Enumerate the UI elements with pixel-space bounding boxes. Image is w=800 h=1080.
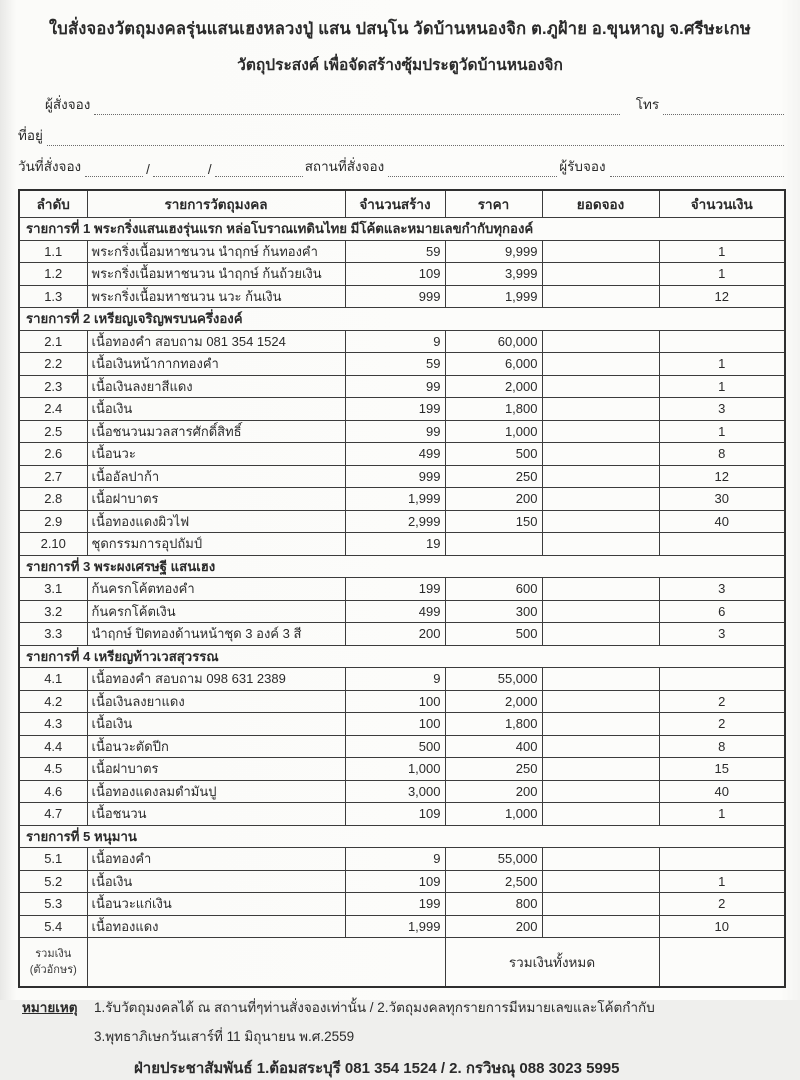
cell-reserved (542, 735, 659, 758)
cell-item: เนื้อนวะ (87, 443, 345, 466)
cell-amount: 2 (659, 893, 785, 916)
cell-price: 500 (445, 443, 542, 466)
cell-price (445, 533, 542, 556)
cell-item: เนื้อเงิน (87, 713, 345, 736)
date-separator-2: / (207, 162, 212, 177)
cell-amount: 1 (659, 803, 785, 826)
table-row (19, 263, 785, 286)
cell-reserved (542, 420, 659, 443)
cell-quantity-made: 109 (345, 803, 445, 826)
cell-amount: 10 (659, 915, 785, 938)
section-title: รายการที่ 2 เหรียญเจริญพรบนครึ่งองค์ (19, 308, 785, 331)
cell-price: 1,999 (445, 285, 542, 308)
cell-index: 2.4 (19, 398, 87, 421)
cell-price: 500 (445, 623, 542, 646)
notes-line-2: 3.พุทธาภิเษกวันเสาร์ที่ 11 มิถุนายน พ.ศ.2559 (94, 1029, 355, 1044)
title-line-2: วัตถุประสงค์ เพื่อจัดสร้างซุ้มประตูวัดบ้านหนองจิก (237, 57, 563, 74)
cell-quantity-made: 499 (345, 443, 445, 466)
section-header-row (19, 308, 785, 331)
table-row (19, 803, 785, 826)
table-row (19, 488, 785, 511)
cell-price: 9,999 (445, 240, 542, 263)
cell-index: 2.7 (19, 465, 87, 488)
cell-index: 2.1 (19, 330, 87, 353)
cell-price: 400 (445, 735, 542, 758)
cell-item: เนื้อเงิน (87, 870, 345, 893)
cell-index: 2.6 (19, 443, 87, 466)
cell-quantity-made: 59 (345, 240, 445, 263)
cell-quantity-made: 100 (345, 713, 445, 736)
cell-item: ก้นครกโค้ตทองคำ (87, 578, 345, 601)
cell-amount: 2 (659, 690, 785, 713)
cell-item: เนื้อฝาบาตร (87, 758, 345, 781)
cell-quantity-made: 2,999 (345, 510, 445, 533)
cell-amount: 1 (659, 240, 785, 263)
cell-price: 1,800 (445, 713, 542, 736)
cell-price: 2,500 (445, 870, 542, 893)
order-table-body (19, 218, 785, 938)
cell-amount: 15 (659, 758, 785, 781)
cell-reserved (542, 870, 659, 893)
table-row (19, 420, 785, 443)
table-row (19, 600, 785, 623)
cell-price: 600 (445, 578, 542, 601)
cell-reserved (542, 578, 659, 601)
cell-reserved (542, 803, 659, 826)
order-place-label: สถานที่สั่งจอง (304, 159, 385, 174)
section-title: รายการที่ 1 พระกริ่งแสนเฮงรุ่นแรก หล่อโบราณเทดินไทย มีโค้ตและหมายเลขกำกับทุกองค์ (19, 218, 785, 241)
notes-line-1: 1.รับวัตถุมงคลได้ ณ สถานที่ๆท่านสั่งจองเท่านั้น / 2.วัตถุมงคลทุกรายการมีหมายเลขและโค้ตกำกับ (94, 1000, 655, 1015)
cell-quantity-made: 499 (345, 600, 445, 623)
cell-index: 2.5 (19, 420, 87, 443)
total-in-words-line2: (ตัวอักษร) (29, 964, 77, 976)
table-row (19, 330, 785, 353)
total-in-words-line1: รวมเงิน (35, 947, 72, 960)
receiver-label: ผู้รับจอง (559, 159, 606, 174)
cell-reserved (542, 330, 659, 353)
cell-reserved (542, 713, 659, 736)
cell-amount (659, 668, 785, 691)
cell-index: 2.3 (19, 375, 87, 398)
cell-item: เนื้อทองแดงผิวไฟ (87, 510, 345, 533)
cell-price: 800 (445, 893, 542, 916)
cell-index: 4.5 (19, 758, 87, 781)
cell-index: 3.2 (19, 600, 87, 623)
cell-item: เนื้อนวะตัดปีก (87, 735, 345, 758)
cell-quantity-made: 200 (345, 623, 445, 646)
header-index: ลำดับ (19, 190, 87, 218)
cell-amount (659, 330, 785, 353)
cell-quantity-made: 199 (345, 893, 445, 916)
table-row (19, 465, 785, 488)
cell-quantity-made: 1,000 (345, 758, 445, 781)
cell-quantity-made: 99 (345, 375, 445, 398)
header-row (19, 190, 785, 218)
cell-reserved (542, 758, 659, 781)
table-row (19, 398, 785, 421)
total-in-words-cell (87, 938, 445, 988)
cell-index: 2.9 (19, 510, 87, 533)
cell-index: 1.2 (19, 263, 87, 286)
table-row (19, 623, 785, 646)
cell-reserved (542, 848, 659, 871)
cell-quantity-made: 199 (345, 398, 445, 421)
cell-item: เนื้อทองแดง (87, 915, 345, 938)
cell-price: 200 (445, 915, 542, 938)
header-amount: จำนวนเงิน (659, 190, 785, 218)
cell-price: 1,000 (445, 420, 542, 443)
cell-quantity-made: 9 (345, 330, 445, 353)
cell-index: 4.4 (19, 735, 87, 758)
cell-reserved (542, 263, 659, 286)
cell-item: เนื้อทองคำ สอบถาม 098 631 2389 (87, 668, 345, 691)
cell-index: 4.1 (19, 668, 87, 691)
order-date-label: วันที่สั่งจอง (18, 159, 82, 174)
order-table-footer (19, 938, 785, 988)
cell-reserved (542, 488, 659, 511)
date-month-fill-line (153, 161, 205, 177)
cell-reserved (542, 375, 659, 398)
cell-price: 1,800 (445, 398, 542, 421)
section-header-row (19, 825, 785, 848)
table-row (19, 893, 785, 916)
cell-quantity-made: 1,999 (345, 915, 445, 938)
cell-quantity-made: 3,000 (345, 780, 445, 803)
cell-quantity-made: 199 (345, 578, 445, 601)
orderer-label: ผู้สั่งจอง (45, 97, 91, 112)
address-label: ที่อยู่ (18, 128, 43, 143)
cell-index: 4.2 (19, 690, 87, 713)
cell-reserved (542, 510, 659, 533)
cell-quantity-made: 109 (345, 870, 445, 893)
address-fill-line (47, 130, 784, 146)
cell-price: 2,000 (445, 375, 542, 398)
table-row (19, 240, 785, 263)
summary-row (19, 938, 785, 988)
cell-price: 3,999 (445, 263, 542, 286)
cell-price: 6,000 (445, 353, 542, 376)
date-year-fill-line (215, 161, 303, 177)
cell-item: เนื้อเงินลงยาสีแดง (87, 375, 345, 398)
header-quantity-made: จำนวนสร้าง (345, 190, 445, 218)
cell-item: พระกริ่งเนื้อมหาชนวน นวะ ก้นเงิน (87, 285, 345, 308)
receiver-fill-line (610, 161, 784, 177)
order-table (18, 189, 786, 988)
total-in-words-label (19, 938, 87, 988)
cell-price: 200 (445, 780, 542, 803)
cell-amount (659, 533, 785, 556)
cell-amount: 40 (659, 780, 785, 803)
phone-label: โทร (635, 97, 660, 112)
cell-item: เนื้อชนวนมวลสารศักดิ์สิทธิ์ (87, 420, 345, 443)
cell-amount: 3 (659, 578, 785, 601)
cell-quantity-made: 500 (345, 735, 445, 758)
cell-reserved (542, 465, 659, 488)
cell-reserved (542, 533, 659, 556)
cell-price: 55,000 (445, 848, 542, 871)
notes-line-3: ฝ่ายประชาสัมพันธ์ 1.ต้อมสระบุรี 081 354 1524 / 2. กรวิษณุ 088 3023 5995 (134, 1060, 620, 1077)
cell-index: 1.3 (19, 285, 87, 308)
cell-quantity-made: 99 (345, 420, 445, 443)
cell-quantity-made: 1,999 (345, 488, 445, 511)
cell-price: 250 (445, 465, 542, 488)
cell-amount: 12 (659, 285, 785, 308)
date-separator-1: / (146, 162, 150, 177)
cell-index: 3.3 (19, 623, 87, 646)
table-row (19, 375, 785, 398)
cell-index: 5.3 (19, 893, 87, 916)
cell-reserved (542, 600, 659, 623)
cell-reserved (542, 353, 659, 376)
cell-quantity-made: 19 (345, 533, 445, 556)
grand-total-label: รวมเงินทั้งหมด (445, 938, 659, 988)
table-row (19, 758, 785, 781)
order-table-header (19, 190, 785, 218)
cell-index: 4.7 (19, 803, 87, 826)
cell-price: 250 (445, 758, 542, 781)
cell-amount: 8 (659, 735, 785, 758)
header-item: รายการวัตถุมงคล (87, 190, 345, 218)
place-fill-line (388, 161, 557, 177)
header-reserved: ยอดจอง (542, 190, 659, 218)
cell-reserved (542, 893, 659, 916)
cell-amount: 2 (659, 713, 785, 736)
table-row (19, 668, 785, 691)
cell-item: เนื้อนวะแก่เงิน (87, 893, 345, 916)
date-day-fill-line (85, 161, 143, 177)
cell-price: 2,000 (445, 690, 542, 713)
section-header-row (19, 218, 785, 241)
cell-item: เนื้อทองแดงลมดำมันปู (87, 780, 345, 803)
cell-index: 4.6 (19, 780, 87, 803)
cell-item: ก้นครกโค้ตเงิน (87, 600, 345, 623)
cell-item: เนื้อทองคำ (87, 848, 345, 871)
cell-index: 2.10 (19, 533, 87, 556)
order-info-fields (18, 93, 786, 177)
cell-reserved (542, 443, 659, 466)
title-line-1: ใบสั่งจองวัตถุมงคลรุ่นแสนเฮงหลวงปู่ แสน ปสนฺโน วัดบ้านหนองจิก ต.ภูฝ้าย อ.ขุนหาญ จ.ศรีษะเกษ (49, 20, 751, 38)
cell-amount: 1 (659, 353, 785, 376)
table-row (19, 285, 785, 308)
grand-total-cell (659, 938, 785, 988)
cell-price: 1,000 (445, 803, 542, 826)
table-row (19, 780, 785, 803)
table-row (19, 735, 785, 758)
table-row (19, 510, 785, 533)
cell-amount: 3 (659, 398, 785, 421)
cell-amount: 30 (659, 488, 785, 511)
orderer-row (45, 93, 786, 115)
table-row (19, 443, 785, 466)
cell-item: เนื้อทองคำ สอบถาม 081 354 1524 (87, 330, 345, 353)
cell-amount (659, 848, 785, 871)
section-header-row (19, 555, 785, 578)
section-title: รายการที่ 3 พระผงเศรษฐี แสนเฮง (19, 555, 785, 578)
cell-index: 5.1 (19, 848, 87, 871)
cell-quantity-made: 100 (345, 690, 445, 713)
header-price: ราคา (445, 190, 542, 218)
cell-reserved (542, 623, 659, 646)
cell-reserved (542, 915, 659, 938)
cell-index: 2.8 (19, 488, 87, 511)
notes-row-1 (22, 996, 786, 1018)
cell-item: พระกริ่งเนื้อมหาชนวน นำฤกษ์ ก้นทองคำ (87, 240, 345, 263)
table-row (19, 870, 785, 893)
table-row (19, 848, 785, 871)
notes-label: หมายเหตุ (22, 1000, 78, 1015)
cell-quantity-made: 109 (345, 263, 445, 286)
cell-reserved (542, 285, 659, 308)
cell-quantity-made: 999 (345, 465, 445, 488)
cell-amount: 1 (659, 263, 785, 286)
date-place-row (18, 155, 786, 177)
address-row (18, 124, 786, 146)
cell-price: 150 (445, 510, 542, 533)
document-title (0, 0, 800, 77)
cell-item: เนื้อชนวน (87, 803, 345, 826)
cell-amount: 12 (659, 465, 785, 488)
cell-item: ชุดกรรมการอุปถัมป์ (87, 533, 345, 556)
cell-quantity-made: 9 (345, 668, 445, 691)
section-title: รายการที่ 5 หนุมาน (19, 825, 785, 848)
cell-price: 55,000 (445, 668, 542, 691)
table-row (19, 713, 785, 736)
cell-item: เนื้อเงินลงยาแดง (87, 690, 345, 713)
table-row (19, 353, 785, 376)
cell-price: 300 (445, 600, 542, 623)
cell-price: 60,000 (445, 330, 542, 353)
phone-fill-line (663, 99, 784, 115)
cell-amount: 1 (659, 375, 785, 398)
cell-amount: 3 (659, 623, 785, 646)
section-title: รายการที่ 4 เหรียญท้าวเวสสุวรรณ (19, 645, 785, 668)
cell-index: 2.2 (19, 353, 87, 376)
cell-amount: 40 (659, 510, 785, 533)
cell-quantity-made: 999 (345, 285, 445, 308)
cell-item: เนื้ออัลปาก้า (87, 465, 345, 488)
cell-amount: 1 (659, 870, 785, 893)
cell-index: 1.1 (19, 240, 87, 263)
section-header-row (19, 645, 785, 668)
cell-reserved (542, 690, 659, 713)
cell-quantity-made: 9 (345, 848, 445, 871)
orderer-fill-line (94, 99, 619, 115)
cell-item: เนื้อฝาบาตร (87, 488, 345, 511)
cell-item: พระกริ่งเนื้อมหาชนวน นำฤกษ์ ก้นถ้วยเงิน (87, 263, 345, 286)
cell-index: 3.1 (19, 578, 87, 601)
cell-amount: 6 (659, 600, 785, 623)
cell-item: เนื้อเงิน (87, 398, 345, 421)
cell-reserved (542, 398, 659, 421)
cell-index: 5.2 (19, 870, 87, 893)
cell-amount: 1 (659, 420, 785, 443)
cell-reserved (542, 780, 659, 803)
cell-reserved (542, 668, 659, 691)
notes-section (22, 996, 786, 1080)
table-row (19, 690, 785, 713)
cell-item: นำฤกษ์ ปิดทองด้านหน้าชุด 3 องค์ 3 สี (87, 623, 345, 646)
table-row (19, 533, 785, 556)
table-row (19, 578, 785, 601)
cell-price: 200 (445, 488, 542, 511)
cell-item: เนื้อเงินหน้ากากทองคำ (87, 353, 345, 376)
cell-index: 5.4 (19, 915, 87, 938)
cell-index: 4.3 (19, 713, 87, 736)
cell-quantity-made: 59 (345, 353, 445, 376)
table-row (19, 915, 785, 938)
cell-amount: 8 (659, 443, 785, 466)
cell-reserved (542, 240, 659, 263)
